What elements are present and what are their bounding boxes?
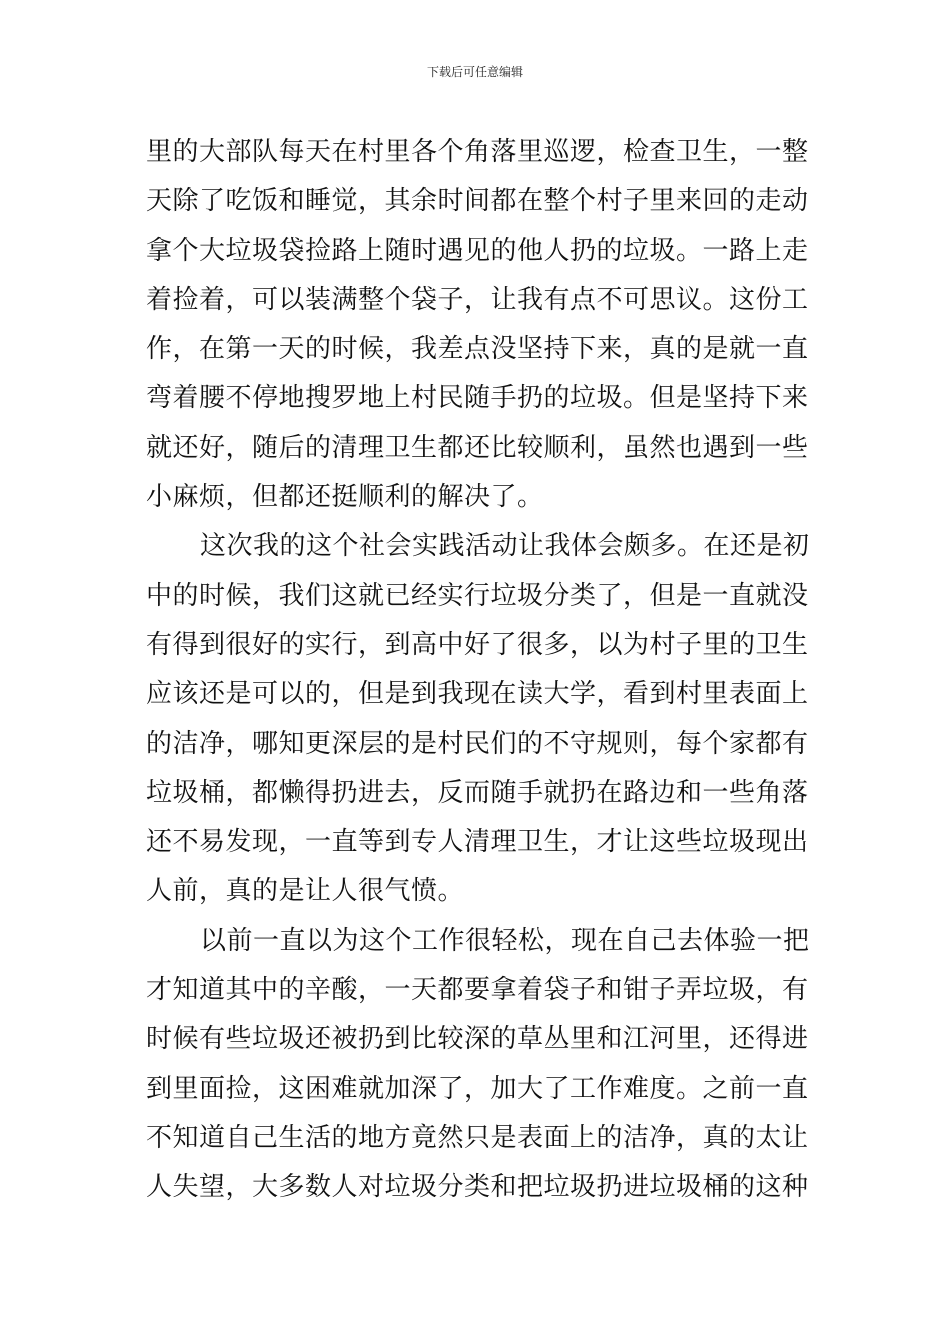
text-line: 弯着腰不停地搜罗地上村民随手扔的垃圾。但是坚持下来 (146, 383, 809, 414)
paragraph (146, 917, 808, 1213)
text-line: 不知道自己生活的地方竟然只是表面上的洁净，真的太让 (146, 1122, 809, 1153)
text-line: 这次我的这个社会实践活动让我体会颇多。在还是初 (200, 531, 810, 562)
text-line: 以前一直以为这个工作很轻松，现在自己去体验一把 (200, 925, 810, 956)
text-line: 作，在第一天的时候，我差点没坚持下来，真的是就一直 (146, 334, 809, 365)
text-line: 小麻烦，但都还挺顺利的解决了。 (146, 482, 544, 513)
page-header: 下载后可任意编辑 (426, 65, 523, 79)
text-line: 有得到很好的实行，到高中好了很多，以为村子里的卫生 (146, 629, 809, 660)
text-line: 天除了吃饭和睡觉，其余时间都在整个村子里来回的走动 (146, 186, 809, 217)
text-line: 就还好，随后的清理卫生都还比较顺利，虽然也遇到一些 (146, 432, 809, 463)
paragraph (146, 128, 808, 522)
text-line: 着捡着，可以装满整个袋子，让我有点不可思议。这份工 (146, 284, 809, 315)
text-line: 垃圾桶，都懒得扔进去，反而随手就扔在路边和一些角落 (146, 777, 809, 808)
text-line: 到里面捡，这困难就加深了，加大了工作难度。之前一直 (146, 1073, 809, 1104)
text-line: 还不易发现，一直等到专人清理卫生，才让这些垃圾现出 (146, 827, 809, 858)
text-line: 的洁净，哪知更深层的是村民们的不守规则，每个家都有 (146, 728, 809, 759)
text-line: 拿个大垃圾袋捡路上随时遇见的他人扔的垃圾。一路上走 (146, 235, 809, 266)
text-line: 应该还是可以的，但是到我现在读大学，看到村里表面上 (146, 679, 809, 710)
text-line: 里的大部队每天在村里各个角落里巡逻，检查卫生，一整 (146, 137, 809, 167)
paragraph (146, 522, 808, 916)
text-line: 时候有些垃圾还被扔到比较深的草丛里和江河里，还得进 (146, 1024, 809, 1055)
document-body (146, 128, 808, 1213)
text-line: 人前，真的是让人很气愤。 (146, 876, 465, 907)
text-line: 人失望，大多数人对垃圾分类和把垃圾扔进垃圾桶的这种 (146, 1172, 809, 1203)
text-line: 才知道其中的辛酸，一天都要拿着袋子和钳子弄垃圾，有 (146, 975, 809, 1006)
text-line: 中的时候，我们这就已经实行垃圾分类了，但是一直就没 (146, 580, 809, 611)
